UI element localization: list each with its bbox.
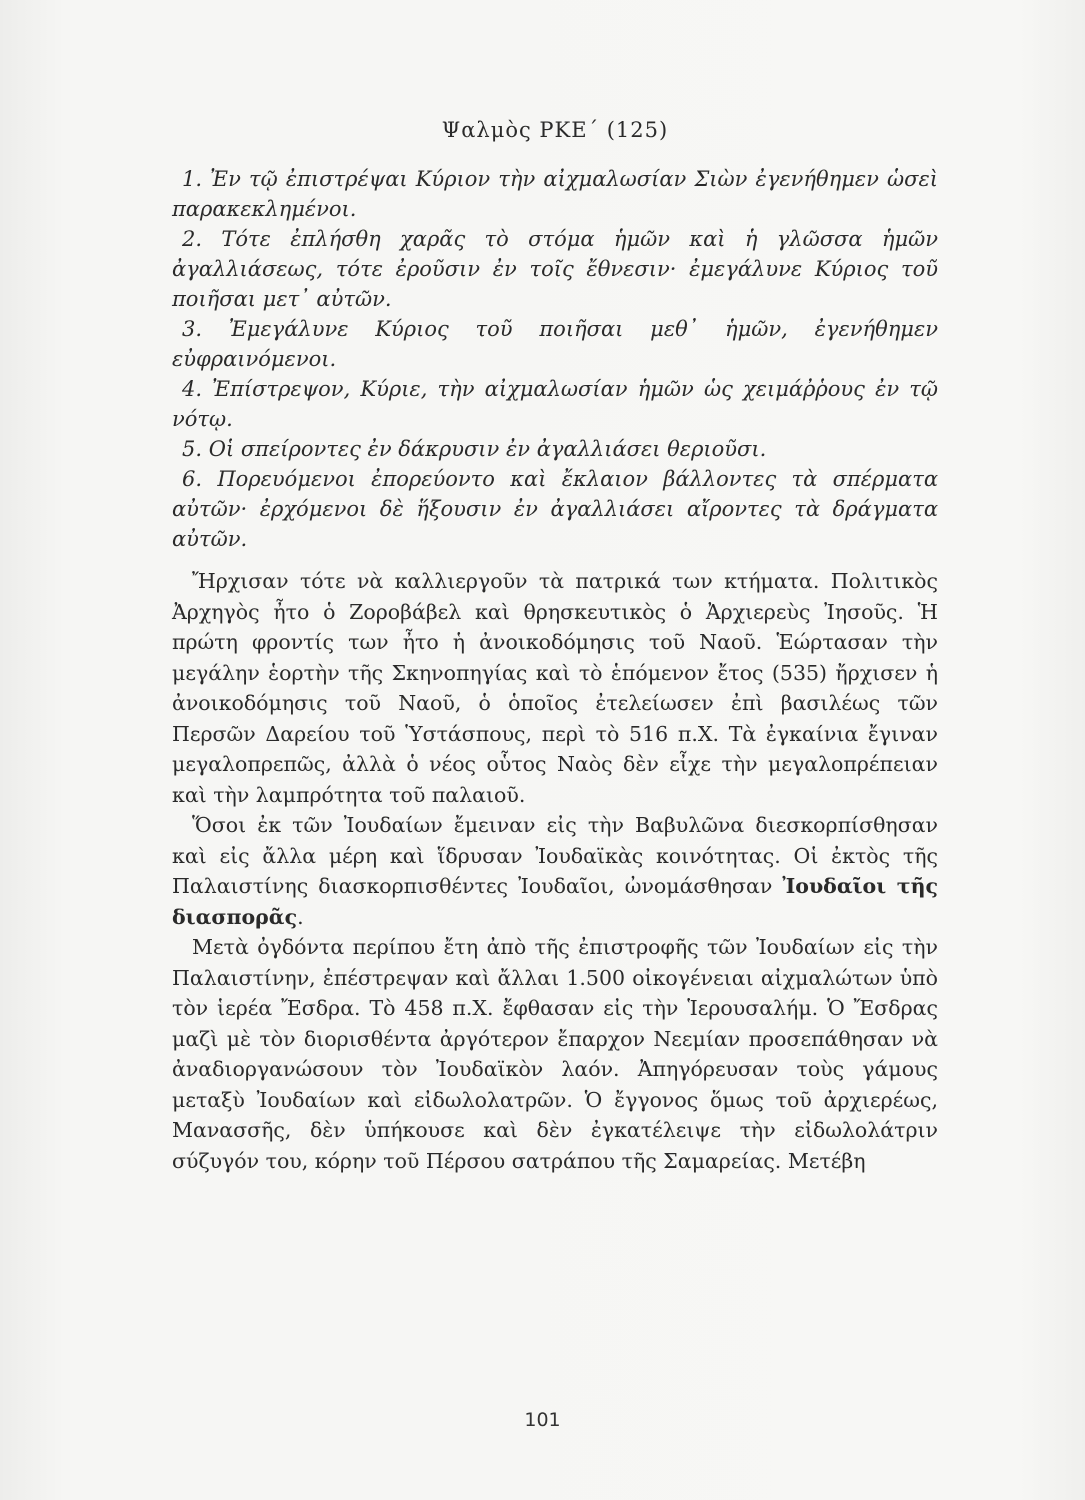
paragraph-diaspora-end: . <box>297 904 304 929</box>
verse-3: 3. Ἐμεγάλυνε Κύριος τοῦ ποιῆσαι μεθ᾽ ἡμῶν, ἐγενήθημεν εὐφραινόμενοι. <box>172 317 938 371</box>
diaspora-term: Ἰουδαῖοι τῆς διασπορᾶς <box>172 874 938 929</box>
psalm-verses <box>172 164 938 554</box>
history-text <box>172 566 938 1176</box>
verse-2: 2. Τότε ἐπλήσθη χαρᾶς τὸ στόμα ἡμῶν καὶ ἡ γλῶσσα ἡμῶν ἀγαλλιάσεως, τότε ἐροῦσιν ἐν τοῖς ἔθνεσιν· ἐμεγάλυνε Κύριος τοῦ ποιῆσαι μετ᾽ αὐτῶν. <box>172 227 938 311</box>
verse-6: 6. Πορευόμενοι ἐπορεύοντο καὶ ἔκλαιον βάλλοντες τὰ σπέρματα αὐτῶν· ἐρχόμενοι δὲ ἥξουσιν ἐν ἀγαλλιάσει αἴροντες τὰ δράγματα αὐτῶν. <box>172 467 938 551</box>
paragraph-diaspora-text: Ὅσοι ἐκ τῶν Ἰουδαίων ἔμειναν εἰς τὴν Βαβυλῶνα διεσκορπίσθησαν καὶ εἰς ἄλλα μέρη καὶ ἵδρυσαν Ἰουδαϊκὰς κοινότητας. Οἱ ἐκτὸς τῆς Παλαιστίνης διασκορπισθέντες Ἰουδαῖοι, ὠνομάσθησαν <box>172 813 938 898</box>
paragraph-ezra: Μετὰ ὀγδόντα περίπου ἔτη ἀπὸ τῆς ἐπιστροφῆς τῶν Ἰουδαίων εἰς τὴν Παλαιστίνην, ἐπέστρεψαν καὶ ἄλλαι 1.500 οἰκογένειαι αἰχμαλώτων ὑπὸ τὸν ἱερέα Ἔσδρα. Τὸ 458 π.Χ. ἔφθασαν εἰς τὴν Ἱερουσαλήμ. Ὁ Ἔσδρας μαζὶ μὲ τὸν διορισθέντα ἀργότερον ἔπαρχον Νεεμίαν προσεπάθησαν νὰ ἀναδιοργανώσουν τὸν Ἰουδαϊκὸν λαόν. Ἀπηγόρευσαν τοὺς γάμους μεταξὺ Ἰουδαίων καὶ εἰδωλολατρῶν. Ὁ ἔγγονος ὅμως τοῦ ἀρχιερέως, Μανασσῆς, δὲν ὑπήκουσε καὶ δὲν ἐγκατέλειψε τὴν εἰδωλολάτριν σύζυγόν του, κόρην τοῦ Πέρσου σατράπου τῆς Σαμαρείας. Μετέβη <box>172 935 938 1173</box>
verse-5: 5. Οἱ σπείροντες ἐν δάκρυσιν ἐν ἀγαλλιάσει θεριοῦσι. <box>182 437 767 461</box>
psalm-title: Ψαλμὸς ΡΚΕ΄ (125) <box>441 118 669 142</box>
page-content <box>172 118 938 1176</box>
paragraph-diaspora <box>172 810 938 932</box>
page-number: 101 <box>524 1409 561 1431</box>
verse-4: 4. Ἐπίστρεψον, Κύριε, τὴν αἰχμαλωσίαν ἡμῶν ὡς χειμάῤῥους ἐν τῷ νότῳ. <box>172 377 938 431</box>
verse-1: 1. Ἐν τῷ ἐπιστρέψαι Κύριον τὴν αἰχμαλωσίαν Σιὼν ἐγενήθημεν ὡσεὶ παρακεκλημένοι. <box>172 167 938 221</box>
paragraph-rebuilding-temple: Ἤρχισαν τότε νὰ καλλιεργοῦν τὰ πατρικά των κτήματα. Πολιτικὸς Ἀρχηγὸς ἦτο ὁ Ζοροβάβελ καὶ θρησκευτικὸς ὁ Ἀρχιερεὺς Ἰησοῦς. Ἡ πρώτη φροντίς των ἦτο ἡ ἀνοικοδόμησις τοῦ Ναοῦ. Ἑώρτασαν τὴν μεγάλην ἑορτὴν τῆς Σκηνοπηγίας καὶ τὸ ἑπόμενον ἔτος (535) ἤρχισεν ἡ ἀνοικοδόμησις τοῦ Ναοῦ, ὁ ὁποῖος ἐτελείωσεν ἐπὶ βασιλέως τῶν Περσῶν Δαρείου τοῦ Ὑστάσπους, περὶ τὸ 516 π.Χ. Τὰ ἐγκαίνια ἔγιναν μεγαλοπρεπῶς, ἀλλὰ ὁ νέος οὗτος Ναὸς δὲν εἶχε τὴν μεγαλοπρέπειαν καὶ τὴν λαμπρότητα τοῦ παλαιοῦ. <box>172 569 938 807</box>
